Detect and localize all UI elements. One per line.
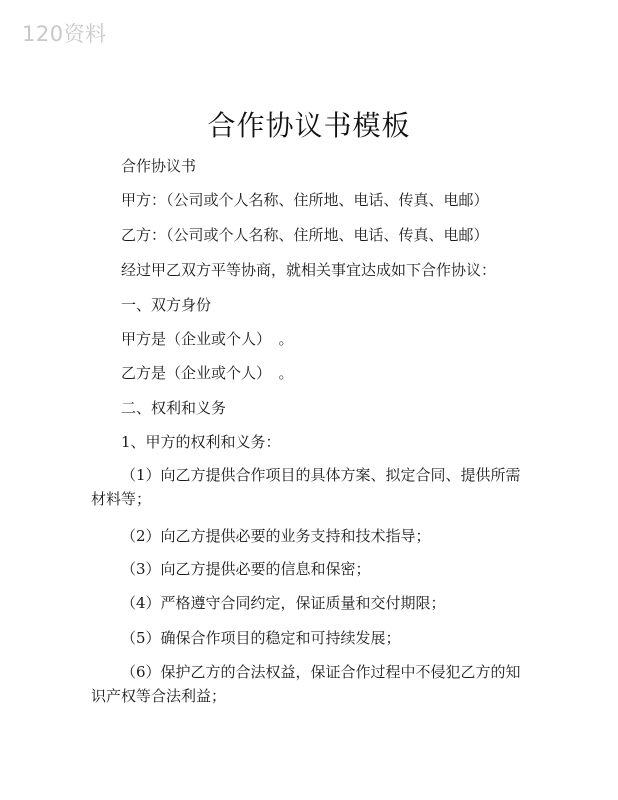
list-item: （1）向乙方提供合作项目的具体方案、拟定合同、提供所需材料等； — [91, 466, 521, 508]
list-item: （5）确保合作项目的稳定和可持续发展； — [121, 629, 401, 647]
section-heading-identity: 一、双方身份 — [121, 296, 212, 314]
subtitle-line: 合作协议书 — [121, 157, 197, 175]
party-a-line: 甲方：（公司或个人名称、住所地、电话、传真、电邮） — [121, 191, 489, 209]
watermark-logo: 120资料 — [22, 22, 107, 46]
list-item: （4）严格遵守合同约定，保证质量和交付期限； — [121, 594, 446, 612]
party-a-identity: 甲方是（企业或个人） 。 — [121, 330, 294, 348]
subsection-heading-party-a: 1、甲方的权利和义务： — [121, 433, 281, 451]
document-title: 合作协议书模板 — [207, 109, 411, 142]
party-b-line: 乙方：（公司或个人名称、住所地、电话、传真、电邮） — [121, 226, 489, 244]
section-heading-rights: 二、权利和义务 — [121, 399, 227, 417]
list-item: （6）保护乙方的合法权益，保证合作过程中不侵犯乙方的知识产权等合法利益； — [91, 663, 521, 705]
intro-line: 经过甲乙双方平等协商，就相关事宜达成如下合作协议： — [121, 261, 497, 279]
list-item: （2）向乙方提供必要的业务支持和技术指导； — [121, 527, 431, 545]
party-b-identity: 乙方是（企业或个人） 。 — [121, 364, 294, 382]
list-item: （3）向乙方提供必要的信息和保密； — [121, 560, 371, 578]
